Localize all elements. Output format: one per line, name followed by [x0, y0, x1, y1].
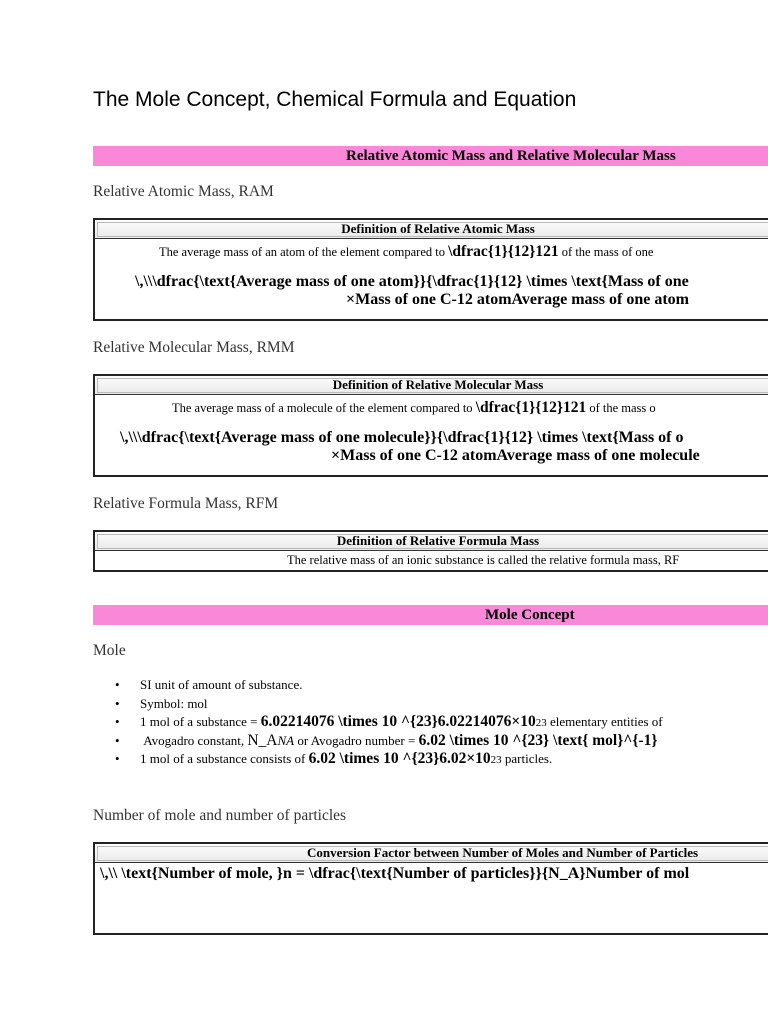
bullet-text: 1 mol of a substance = — [140, 714, 258, 729]
particles-heading: Number of mole and number of particles — [93, 807, 347, 824]
bullet-math-2: 6.02 \times 10 ^{23} \text{ mol}^{-1} — [418, 731, 658, 749]
rfm-box-title: Definition of Relative Formula Mass — [95, 532, 768, 551]
ram-formula-line1: \,\\\dfrac{\text{Average mass of one atom}}{\dfrac{1}{12} \times \text{Mass of one — [135, 273, 689, 290]
section-banner-relative-mass — [93, 146, 768, 166]
rfm-definition-text: The relative mass of an ionic substance is called the relative formula mass, RF — [287, 553, 680, 567]
rmm-heading: Relative Molecular Mass, RMM — [93, 339, 295, 356]
bullet-math: 6.02 \times 10 ^{23}6.02×10 — [308, 750, 491, 767]
ram-heading: Relative Atomic Mass, RAM — [93, 183, 274, 200]
bullet-text: 1 mol of a substance consists of — [140, 751, 306, 766]
bullet-text-mid: or Avogadro number = — [297, 732, 416, 748]
list-item — [93, 732, 663, 751]
rmm-definition-box — [93, 374, 768, 477]
ram-formula-line2: ×Mass of one C-12 atomAverage mass of one atom — [346, 291, 689, 308]
bullet-text: Avogadro constant, — [143, 732, 245, 748]
list-item — [93, 713, 663, 732]
rmm-box-title: Definition of Relative Molecular Mass — [95, 376, 768, 395]
section-banner-label: Mole Concept — [485, 607, 575, 623]
rmm-definition-tail: of the mass o — [589, 401, 656, 415]
ram-definition-tail: of the mass of one — [561, 245, 654, 259]
page-title: The Mole Concept, Chemical Formula and Equation — [93, 88, 577, 111]
list-item — [93, 676, 663, 695]
particles-box-title: Conversion Factor between Number of Moles and Number of Particles — [95, 844, 768, 863]
rmm-definition-text: The average mass of a molecule of the element compared to — [172, 401, 473, 415]
bullet-text: Symbol: mol — [140, 695, 208, 711]
mole-heading: Mole — [93, 642, 126, 659]
rfm-definition-box — [93, 530, 768, 572]
ram-definition-line — [159, 243, 768, 261]
section-banner-label: Relative Atomic Mass and Relative Molecular Mass — [346, 148, 676, 164]
rmm-formula-line2: ×Mass of one C-12 atomAverage mass of one molecule — [331, 447, 700, 464]
bullet-text: SI unit of amount of substance. — [140, 677, 303, 692]
ram-definition-box — [93, 218, 768, 321]
bullet-math: 6.02214076 \times 10 ^{23}6.02214076×10 — [260, 713, 536, 730]
bullet-text-tail: particles. — [504, 751, 553, 766]
particles-formula: \,\\ \text{Number of mole, }n = \dfrac{\text{Number of particles}}{N_A}Number of mol — [100, 865, 690, 882]
bullet-math-superscript: 23 — [490, 754, 502, 766]
bullet-math: N_A — [247, 731, 278, 749]
section-banner-mole-concept — [93, 605, 768, 625]
list-item — [93, 750, 663, 769]
rmm-definition-line — [172, 399, 768, 417]
rmm-fraction-math: \dfrac{1}{12}121 — [475, 399, 587, 416]
bullet-math-superscript: 23 — [535, 717, 547, 729]
particles-conversion-box — [93, 842, 768, 935]
rmm-formula-line1: \,\\\dfrac{\text{Average mass of one molecule}}{\dfrac{1}{12} \times \text{Mass of o — [120, 429, 684, 446]
ram-fraction-math: \dfrac{1}{12}121 — [448, 243, 559, 260]
bullet-math-italic: NA — [277, 732, 295, 748]
mole-bullet-list — [93, 676, 663, 769]
ram-definition-text: The average mass of an atom of the element compared to — [159, 245, 445, 259]
ram-box-title: Definition of Relative Atomic Mass — [95, 220, 768, 239]
rfm-heading: Relative Formula Mass, RFM — [93, 495, 279, 512]
bullet-text-tail: elementary entities of — [549, 714, 663, 729]
list-item — [93, 695, 663, 714]
